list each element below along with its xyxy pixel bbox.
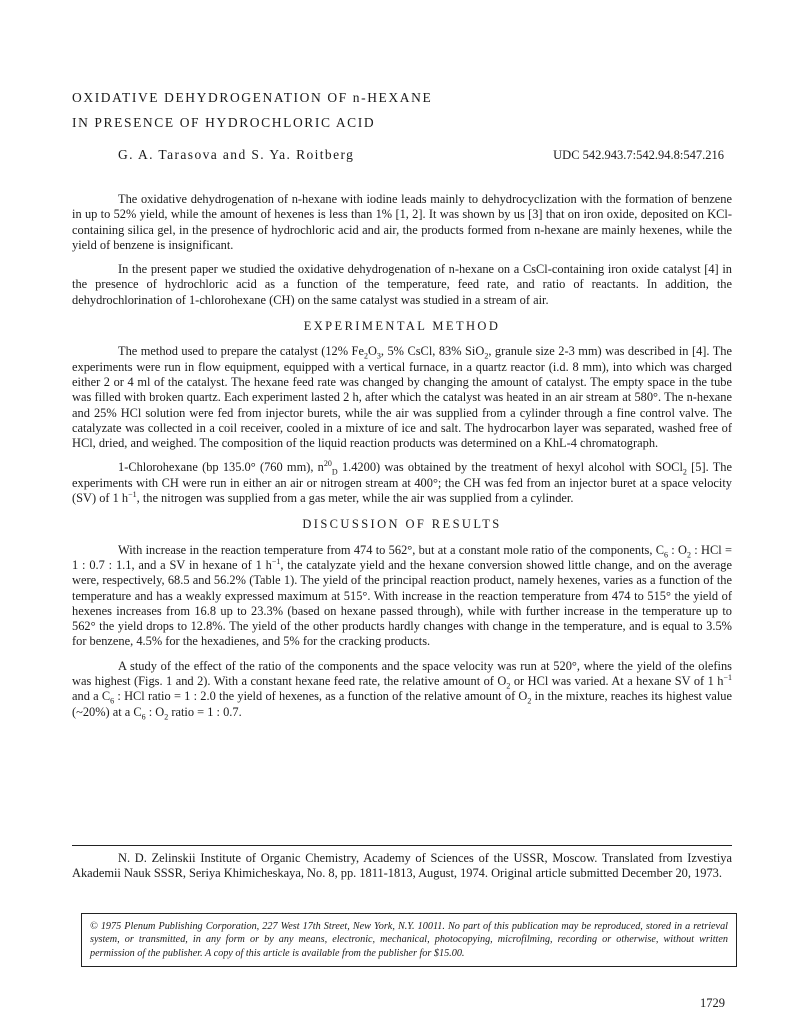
article-body bbox=[72, 192, 732, 729]
experimental-paragraph-1: The method used to prepare the catalyst (12% $Fe_2O_3$, 5% CsCl, 83% SiO$_2$, granule size 2-3 mm) was described in [4]. The experiments were run in flow equipment, equipped with a vertical furnace, in a quartz reactor (i.d. 8 mm), into which was charged either 2 or 4 ml of the catalyst. The hexane feed rate was changed by changing the amount of catalyst. The empty space in the tube was filled with broken quartz. Each experiment lasted 2 h, after which the catalyst was heated in an air stream at 580°. The n-hexane and 25% HCl solution were fed from injector burets, while the air was supplied from a cylinder through a fine control valve. The catalyzate was collected in a coil receiver, cooled in a mixture of ice and salt. The hydrocarbon layer was separated, washed free of HCl, dried, and weighed. The composition of the liquid reaction products was determined on a KhL-4 chromatograph. bbox=[72, 344, 733, 451]
authors: G. A. Tarasova and S. Ya. Roitberg bbox=[118, 147, 355, 162]
experimental-heading: EXPERIMENTAL METHOD bbox=[303, 319, 501, 334]
page-number: 1729 bbox=[700, 996, 725, 1010]
footnote-divider bbox=[72, 845, 732, 846]
intro-paragraph-1: The oxidative dehydrogenation of n-hexane with iodine leads mainly to dehydrocyclization with the formation of benzene in up to 52% yield, while the amount of hexenes is less than 1% [1, 2]. It was shown by us [3] that on iron oxide, deposited on KCl-containing silica gel, in the presence of hydrochloric acid and air, the products formed from n-hexane are mainly hexenes, while the yield of benzene is insignificant. bbox=[72, 192, 732, 252]
intro-paragraph-2: In the present paper we studied the oxidative dehydrogenation of n-hexane on a CsCl-containing iron oxide catalyst [4] in the presence of hydrochloric acid as a function of the temperature, feed rate, and ratio of reactants. In addition, the dehydrochlorination of 1-chlorohexane (CH) on the same catalyst was studied in a stream of air. bbox=[72, 262, 732, 307]
affiliation-text: N. D. Zelinskii Institute of Organic Chemistry, Academy of Sciences of the USSR, Moscow. Translated from Izvestiya Akademii Nauk SSSR, Seriya Khimicheskaya, No. 8, pp. 1811-1813, August, 1974. Original article submitted December 20, 1973. bbox=[72, 851, 732, 880]
copyright-notice: © 1975 Plenum Publishing Corporation, 227 West 17th Street, New York, N.Y. 10011. No part of this publication may be reproduced, stored in a retrieval system, or transmitted, in any form or by any means, electronic, mechanical, photocopying, microfilming, recording or otherwise, without written permission of the publisher. A copy of this article is available from the publisher for $15.00. bbox=[81, 913, 737, 967]
affiliation-footnote bbox=[72, 851, 732, 881]
experimental-paragraph-2: 1-Chlorohexane (bp 135.0° (760 mm), $n^{20}_D$ 1.4200) was obtained by the treatment of hexyl alcohol with SOCl$_2$ [5]. The experiments with CH were run in either an air or nitrogen stream at 400°; the CH was fed from an injector buret at a space velocity (SV) of 1 $h^{-1}$, the nitrogen was supplied from a gas meter, while the air was supplied from a cylinder. bbox=[72, 459, 732, 506]
discussion-heading: DISCUSSION OF RESULTS bbox=[302, 517, 502, 532]
discussion-paragraph-2: A study of the effect of the ratio of the components and the space velocity was run at 520°, where the yield of the olefins was highest (Figs. 1 and 2). With a constant hexane feed rate, the relative amount of $O_2$ or HCl was varied. At a hexane SV of 1 $h^{-1}$ and a $C_6$ : HCl ratio = 1 : 2.0 the yield of hexenes, as a function of the relative amount of $O_2$ in the mixture, reaches its highest value (~20%) at a $C_6$ : $O_2$ ratio = 1 : 0.7. bbox=[72, 658, 733, 722]
udc-code: UDC 542.943.7:542.94.8:547.216 bbox=[553, 148, 724, 162]
article-title-line-2: IN PRESENCE OF HYDROCHLORIC ACID bbox=[72, 115, 376, 130]
article-title-line-1: OXIDATIVE DEHYDROGENATION OF n-HEXANE bbox=[72, 90, 433, 105]
discussion-paragraph-1: With increase in the reaction temperature from 474 to 562°, but at a constant mole ratio of the components, $C_6$ : $O_2$ : HCl = 1 : 0.7 : 1.1, and a SV in hexane of 1 $h^{-1}$, the catalyzate yield and the hexane conversion showed little change, and on the average were, respectively, 68.5 and 56.2% (Table 1). The yield of the principal reaction product, namely hexenes, varies as a function of the temperature and has a weakly expressed maximum at 515°. With increase in the reaction temperature from 474 to 515° the yield of hexenes increases from 16.8 up to 23.3% (based on hexane passed through), while with further increase in the temperature up to 562° the yield drops to 12.8%. The yield of the other products hardly changes with change in the temperature, and is equal to 3.5% for benzene, 4.5% for the hexadienes, and 5% for the cracking products. bbox=[72, 542, 732, 649]
